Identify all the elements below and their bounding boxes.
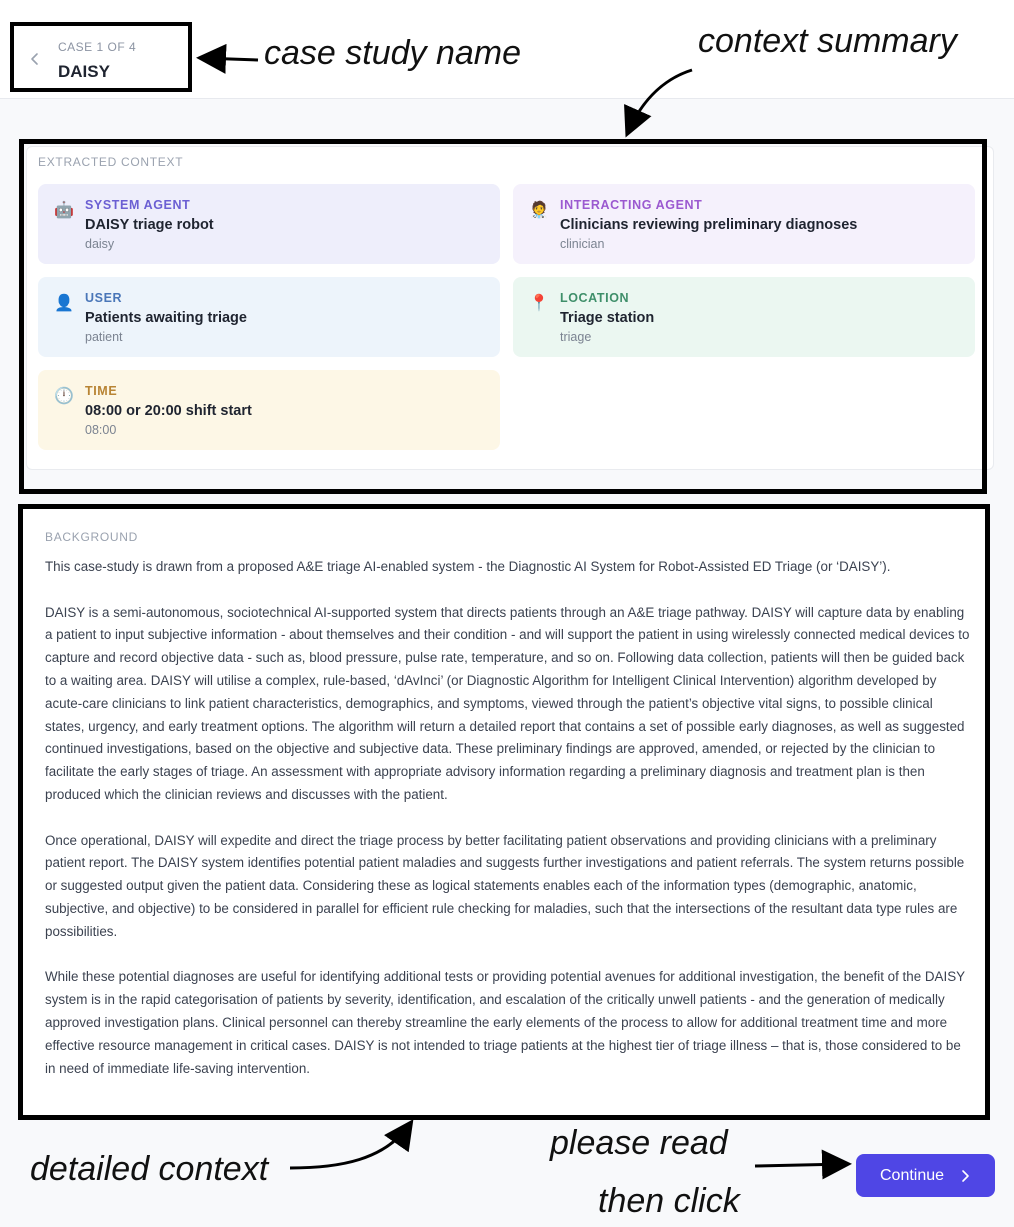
background-paragraph: While these potential diagnoses are useful for identifying additional tests or providing potential avenues for additional investigation, the benefit of the DAISY system is in the rapid categorisation of patients by severity, identification, and escalation of the critically unwell patients - and the generation of medically approved investigation plans. Clinical personnel can thereby streamline the early elements of the process to allow for additional treatment time and more effective resource management in critical cases. DAISY is not intended to triage patients at the highest tier of triage illness – that is, those considered to be in need of immediate life-saving intervention. <box>45 969 965 1076</box>
location-pin-icon: 📍 <box>529 295 549 312</box>
clock-icon: 🕛 <box>54 388 74 405</box>
context-tile-value: Patients awaiting triage <box>85 310 247 326</box>
background-title: BACKGROUND <box>45 530 139 544</box>
continue-button[interactable] <box>856 1154 995 1197</box>
context-summary-outline <box>19 139 987 494</box>
background-text <box>45 556 973 1103</box>
annotation-detailed-context: detailed context <box>30 1150 269 1188</box>
background-paragraph: Once operational, DAISY will expedite and direct the triage process by better facilitating patient observations and providing clinicians with a preliminary patient report. The DAISY system identifies potential patient maladies and suggests further investigations and patient referrals. The system returns possible or suggested output given the patient data. Considering these as logical statements enables each of the information types (demographic, anatomic, subjective, and objective) to be considered in parallel for efficient rule checking for maladies, such that the intersections of the resultant data type rules are possibilities. <box>45 832 965 939</box>
context-tile-sub: clinician <box>560 237 605 251</box>
context-tile-value: Clinicians reviewing preliminary diagnoses <box>560 217 858 233</box>
annotation-context-summary: context summary <box>698 22 957 60</box>
annotation-then-click: then click <box>598 1182 740 1220</box>
context-tile-value: 08:00 or 20:00 shift start <box>85 403 252 419</box>
chevron-right-icon <box>960 1169 970 1183</box>
context-tile-value: DAISY triage robot <box>85 217 214 233</box>
health-worker-icon: 🧑‍⚕️ <box>529 202 549 219</box>
arrow-detailed-context <box>290 1124 410 1168</box>
background-card <box>18 504 990 1120</box>
context-tile-sub: daisy <box>85 237 115 251</box>
context-tile-label: USER <box>85 291 123 305</box>
continue-label: Continue <box>880 1167 945 1184</box>
arrow-please-read <box>755 1164 846 1166</box>
case-name: DAISY <box>58 62 110 81</box>
case-count: CASE 1 OF 4 <box>58 40 137 54</box>
context-tile-sub: triage <box>560 330 592 344</box>
context-tile-value: Triage station <box>560 310 655 326</box>
background-paragraph: This case-study is drawn from a proposed A&E triage AI-enabled system - the Diagnostic AI System for Robot-Assisted ED Triage (or ‘DAISY’). <box>45 559 891 574</box>
context-tile-label: INTERACTING AGENT <box>560 198 703 212</box>
context-tile-sub: 08:00 <box>85 423 117 437</box>
context-tile-label: SYSTEM AGENT <box>85 198 191 212</box>
annotation-case-study-name: case study name <box>264 34 522 72</box>
context-tile-sub: patient <box>85 330 123 344</box>
extracted-context-title: EXTRACTED CONTEXT <box>38 155 184 169</box>
robot-icon: 🤖 <box>54 202 74 219</box>
case-header <box>10 22 192 92</box>
annotation-please-read: please read <box>550 1124 728 1162</box>
person-icon: 👤 <box>54 295 74 312</box>
chevron-left-icon[interactable] <box>28 52 42 66</box>
context-tile-label: LOCATION <box>560 291 630 305</box>
context-tile-label: TIME <box>85 384 118 398</box>
background-paragraph: DAISY is a semi-autonomous, sociotechnical AI-supported system that directs patients through an A&E triage pathway. DAISY will capture data by enabling a patient to input subjective information - about themselves and their condition - and will support the patient in using wirelessly connected medical devices to capture and record objective data - such as, blood pressure, pulse rate, temperature, and so on. Following data collection, patients will then be guided back to a waiting area. DAISY will utilise a complex, rule-based, ‘dAvInci’ (or Diagnostic Algorithm for Intelligent Clinical Intervention) algorithm developed by acute-care clinicians to link patient characteristics, demographics, and symptoms, viewed through the patient’s objective vital signs, to possible clinical states, urgency, and early treatment options. The algorithm will return a detailed report that contains a set of possible early diagnoses, as well as suggested continued investigations, based on the objective and subjective data. These preliminary findings are approved, amended, or rejected by the clinician to facilitate the early stages of triage. An assessment with appropriate advisory information regarding a preliminary diagnosis and treatment plan is then produced which the clinician reviews and discusses with the patient. <box>45 604 970 802</box>
